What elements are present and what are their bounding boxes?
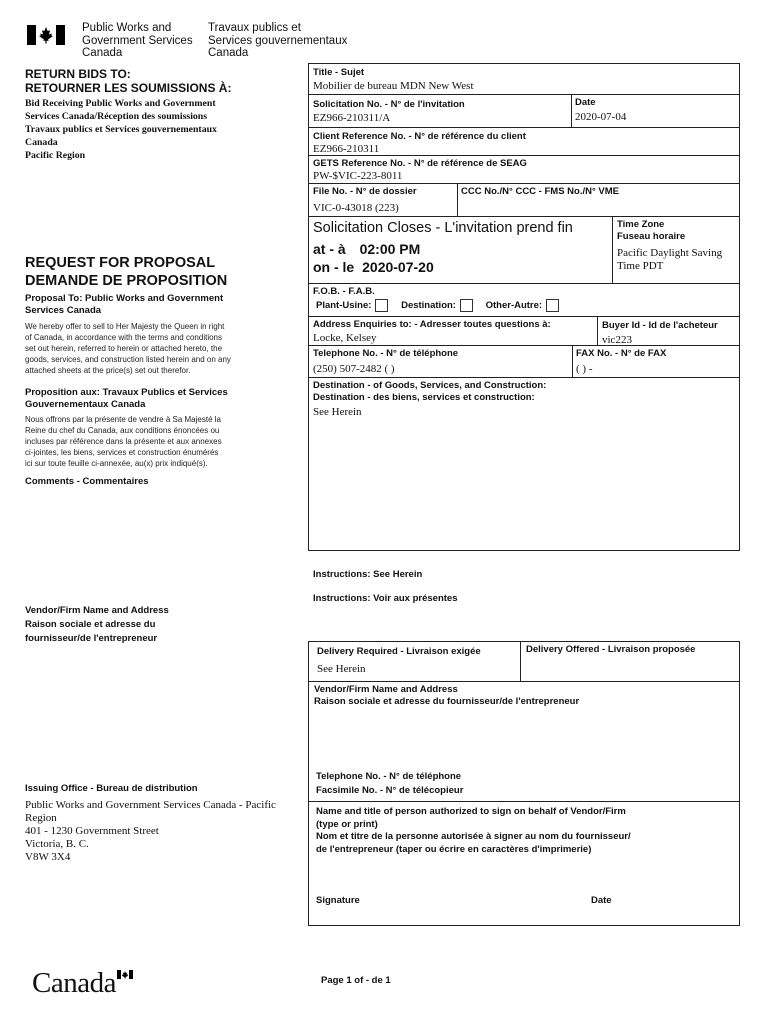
on-label: on - le <box>313 259 355 275</box>
offre-line: ci-jointes, les biens, services et construction énumérés <box>25 448 219 457</box>
signature-field[interactable] <box>312 908 736 924</box>
file-number-label: File No. - N° de dossier <box>313 186 417 197</box>
return-bids-title <box>25 67 231 95</box>
authorized-person-label <box>316 806 631 856</box>
department-name-en-line-3: Canada <box>82 47 123 59</box>
delivery-offered-field[interactable] <box>522 658 738 679</box>
fob-options <box>316 299 569 312</box>
closing-date <box>313 259 434 276</box>
offer-text <box>25 321 231 376</box>
destination-option-label: Destination: <box>401 300 456 312</box>
proposition-aux-line-2: Gouvernementaux Canada <box>25 399 146 410</box>
proposition-aux <box>25 387 228 411</box>
fax-label: FAX No. - N° de FAX <box>576 348 667 359</box>
time-zone-label-en: Time Zone <box>617 219 665 230</box>
issuing-line: V8W 3X4 <box>25 851 71 863</box>
return-bids-title-en: RETURN BIDS TO: <box>25 67 131 81</box>
time-zone-value <box>617 247 722 273</box>
vendor-firm-label-en: Vendor/Firm Name and Address <box>314 684 458 695</box>
time-zone-label-fr: Fuseau horaire <box>617 231 686 242</box>
delivery-required-label: Delivery Required - Livraison exigée <box>317 646 481 657</box>
offer-line: set out herein, referred to herein or attached hereto, the <box>25 344 223 353</box>
client-reference-label: Client Reference No. - N° de référence du client <box>313 131 526 142</box>
issuing-office-label: Issuing Office - Bureau de distribution <box>25 783 198 794</box>
vendor-label-line-3: fournisseur/de l'entrepreneur <box>25 633 158 644</box>
destination-value: See Herein <box>313 406 362 418</box>
buyer-id-label: Buyer Id - Id de l'acheteur <box>602 320 718 331</box>
other-label: Other-Autre: <box>485 300 543 312</box>
issuing-line: Region <box>25 812 57 824</box>
canada-wordmark <box>32 967 116 999</box>
ccc-number-label: CCC No./N° CCC - FMS No./N° VME <box>461 186 620 197</box>
offre-line: Nous offrons par la présente de vendre à Sa Majesté la <box>25 415 221 424</box>
wordmark-flag-icon <box>117 966 133 975</box>
gets-reference-label: GETS Reference No. - N° de référence de SEAG <box>313 158 527 169</box>
address-enquiries-label: Address Enquiries to: - Adresser toutes questions à: <box>313 319 551 330</box>
authorized-person-field[interactable] <box>312 860 736 890</box>
destination-label-fr: Destination - des biens, services et construction: <box>313 392 535 403</box>
vendor-label-line-2: Raison sociale et adresse du <box>25 619 156 630</box>
closing-time-value: 02:00 PM <box>359 241 421 257</box>
telephone-label: Telephone No. - N° de téléphone <box>313 348 459 359</box>
department-name-fr-line-3: Canada <box>208 47 249 59</box>
instructions-en: Instructions: See Herein <box>313 569 423 580</box>
rfp-title-en: REQUEST FOR PROPOSAL <box>25 255 216 271</box>
issuing-line: Victoria, B. C. <box>25 838 89 850</box>
offer-line: of Canada, in accordance with the terms and conditions <box>25 333 223 342</box>
offre-line: ici sur toute feuille ci-annexée, au(x) prix indiqué(s). <box>25 459 208 468</box>
solicitation-number-label: Solicitation No. - N° de l'invitation <box>313 99 465 110</box>
authorized-person-line-1: Name and title of person authorized to sign on behalf of Vendor/Firm <box>316 806 626 817</box>
department-name-fr <box>208 22 347 60</box>
department-name-en-line-1: Public Works and <box>82 22 172 34</box>
destination-checkbox[interactable] <box>460 299 473 312</box>
return-bids-title-fr: RETOURNER LES SOUMISSIONS À: <box>25 81 232 95</box>
rfp-title <box>25 254 227 290</box>
issuing-line: 401 - 1230 Government Street <box>25 825 159 837</box>
offre-line: incluses par référence dans la présente et aux annexes <box>25 437 222 446</box>
title-label: Title - Sujet <box>313 67 365 78</box>
proposal-to <box>25 293 223 317</box>
destination-label <box>313 380 546 404</box>
page-number: Page 1 of - de 1 <box>321 975 391 986</box>
proposal-to-line-2: Services Canada <box>25 305 102 316</box>
closing-time <box>313 241 420 258</box>
at-label: at - à <box>313 241 346 257</box>
delivery-offered-label: Delivery Offered - Livraison proposée <box>526 644 696 655</box>
offre-line: Reine du chef du Canada, aux conditions énoncées ou <box>25 426 220 435</box>
vendor-firm-label-fr: Raison sociale et adresse du fournisseur/de l'entrepreneur <box>314 696 580 707</box>
return-bids-address <box>25 97 217 162</box>
time-zone-label <box>617 219 685 243</box>
comments-label: Comments - Commentaires <box>25 476 149 487</box>
date-value: 2020-07-04 <box>575 111 627 123</box>
time-zone-value-line-2: Time PDT <box>617 260 664 272</box>
instructions-fr: Instructions: Voir aux présentes <box>313 593 458 604</box>
title-value: Mobilier de bureau MDN New West <box>313 80 474 92</box>
authorized-person-line-2: (type or print) <box>316 818 378 830</box>
file-number-value: VIC-0-43018 (223) <box>313 202 399 214</box>
solicitation-closes-title: Solicitation Closes - L'invitation prend fin <box>313 220 573 236</box>
plant-label: Plant-Usine: <box>316 300 372 312</box>
client-reference-value: EZ966-210311 <box>313 143 380 155</box>
canada-flag-icon <box>27 25 65 45</box>
rfp-title-fr: DEMANDE DE PROPOSITION <box>25 273 228 289</box>
department-name-fr-line-2: Services gouvernementaux <box>208 34 348 47</box>
signature-label: Signature <box>316 895 360 906</box>
fob-label: F.O.B. - F.A.B. <box>313 286 375 297</box>
offer-line: attached sheets at the price(s) set out therefor. <box>25 366 191 375</box>
issuing-office-address <box>25 799 276 864</box>
solicitation-number-value: EZ966-210311/A <box>313 112 391 124</box>
address-enquiries-value: Locke, Kelsey <box>313 332 377 344</box>
offre-text <box>25 414 222 469</box>
gets-reference-value: PW-$VIC-223-8011 <box>313 170 403 182</box>
destination-label-en: Destination - of Goods, Services, and Construction: <box>313 380 547 391</box>
vendor-name-address-label <box>25 604 169 646</box>
return-bids-line: Services Canada/Réception des soumissions <box>25 111 208 122</box>
authorized-person-line-4: de l'entrepreneur (taper ou écrire en caractères d'imprimerie) <box>316 843 592 855</box>
department-name-fr-line-1: Travaux publics et <box>208 22 301 34</box>
buyer-id-value: vic223 <box>602 334 632 346</box>
delivery-required-value: See Herein <box>317 663 366 675</box>
vendor-facsimile-label: Facsimile No. - N° de télécopieur <box>316 785 464 796</box>
department-name-en-line-2: Government Services <box>82 34 193 47</box>
offer-line: goods, services, and construction listed herein and on any <box>25 355 231 364</box>
return-bids-line: Canada <box>25 137 58 148</box>
return-bids-line: Pacific Region <box>25 150 86 161</box>
closing-date-value: 2020-07-20 <box>362 259 434 275</box>
telephone-value: (250) 507-2482 ( ) <box>313 363 395 375</box>
signature-date-label: Date <box>591 895 612 906</box>
return-bids-line: Travaux publics et Services gouvernementaux <box>25 124 217 135</box>
vendor-firm-field[interactable] <box>312 712 736 768</box>
vendor-label-line-1: Vendor/Firm Name and Address <box>25 605 169 616</box>
department-name-en <box>82 22 193 60</box>
authorized-person-line-3: Nom et titre de la personne autorisée à signer au nom du fournisseur/ <box>316 831 631 842</box>
canada-wordmark-text: Canada <box>32 967 116 999</box>
issuing-line: Public Works and Government Services Canada - Pacific <box>25 799 276 811</box>
time-zone-value-line-1: Pacific Daylight Saving <box>617 247 723 259</box>
vendor-telephone-label: Telephone No. - N° de téléphone <box>316 771 462 782</box>
fax-value: ( ) - <box>576 363 593 375</box>
proposition-aux-line-1: Proposition aux: Travaux Publics et Services <box>25 387 228 398</box>
vendor-firm-label <box>314 684 579 708</box>
plant-checkbox[interactable] <box>375 299 388 312</box>
proposal-to-line-1: Proposal To: Public Works and Government <box>25 293 224 304</box>
date-label: Date <box>575 97 596 108</box>
return-bids-line: Bid Receiving Public Works and Government <box>25 98 216 109</box>
other-checkbox[interactable] <box>546 299 559 312</box>
offer-line: We hereby offer to sell to Her Majesty the Queen in right <box>25 322 225 331</box>
